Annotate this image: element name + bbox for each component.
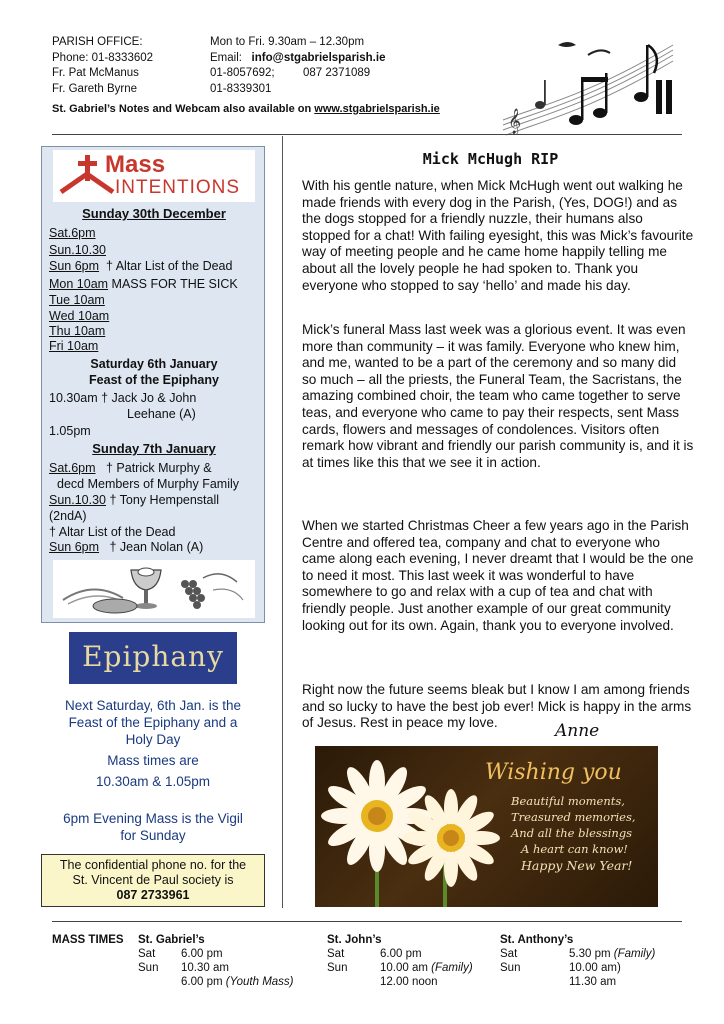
sun-1030-jan-intention: † Tony Hempenstall	[109, 493, 220, 507]
music-notes-illustration	[498, 25, 678, 137]
st-gabriels-sun-day: Sun	[138, 962, 159, 974]
sunday1-title: Sunday 30th December	[82, 206, 226, 221]
sun-1030-jan-line	[49, 493, 219, 507]
sun-6pm-jan-intention: † Jean Nolan (A)	[109, 540, 204, 554]
st-johns-sun-time2: 12.00 noon	[380, 976, 438, 988]
card-line-1: Beautiful moments,	[511, 794, 625, 808]
epiphany-line2: Feast of the Epiphany and a	[68, 715, 238, 730]
email-link[interactable]: info@stgabrielsparish.ie	[251, 51, 386, 64]
epiphany-line1: Next Saturday, 6th Jan. is the	[64, 698, 242, 713]
st-johns-sat-day: Sat	[327, 948, 345, 960]
footer-divider	[52, 921, 682, 922]
gareth-phone: 01-8339301	[210, 82, 272, 95]
st-johns-sun-time: 10.00 am	[380, 962, 428, 974]
card-line-3: And all the blessings	[511, 826, 633, 840]
epiphany-banner	[69, 632, 237, 684]
st-anthonys-sat-line	[569, 948, 655, 960]
sat-6pm-jan-intention-cont: decd Members of Murphy Family	[57, 477, 240, 491]
sun-1030: Sun.10.30	[49, 243, 106, 257]
saturday-6-january-heading: Saturday 6th January	[90, 357, 218, 371]
mon-10am-line	[49, 277, 238, 291]
st-gabriels-sat-day: Sat	[138, 948, 156, 960]
sun-6pm-jan-line	[49, 540, 203, 554]
st-gabriels-youth-time: 6.00 pm	[181, 976, 223, 988]
epiphany-line5: 10.30am & 1.05pm	[95, 774, 211, 789]
article-signature: Anne	[555, 721, 600, 741]
st-anthonys-sat-time: 5.30 pm	[569, 948, 611, 960]
epiphany-line7: for Sunday	[120, 828, 186, 843]
epiphany-notice	[41, 697, 265, 844]
st-johns-sun-note: (Family)	[431, 962, 473, 974]
sun-6pm-jan-day: Sun 6pm	[49, 540, 100, 554]
thu-10am: Thu 10am	[49, 324, 106, 338]
sun-6pm-intention: † Altar List of the Dead	[105, 259, 233, 273]
article-paragraph-4: Right now the future seems bleak but I know I am among friends and so lucky to have the best job ever! Mick is happy in the arms of Jesus. Rest in peace my love.	[302, 682, 692, 731]
card-line-5: Happy New Year!	[521, 858, 633, 873]
feast-of-epiphany-heading: Feast of the Epiphany	[89, 373, 219, 387]
article-title: Mick McHugh RIP	[422, 150, 559, 168]
webcam-text: St. Gabriel’s Notes and Webcam also available on	[52, 103, 312, 115]
epiphany-line3: Holy Day	[125, 732, 181, 747]
svdp-notice-box	[41, 854, 265, 907]
st-gabriels-sun-time: 10.30 am	[181, 962, 229, 974]
epiphany-banner-text: Epiphany	[82, 640, 224, 673]
sat-6pm: Sat.6pm	[49, 226, 96, 240]
sun-6pm-line	[49, 259, 232, 273]
st-gabriels-sat-time: 6.00 pm	[181, 948, 223, 960]
header-office-column	[52, 35, 207, 97]
pat-mobile: 087 2371089	[303, 67, 371, 79]
sunday2-title: Sunday 7th January	[92, 441, 216, 456]
new-year-greeting-card	[315, 746, 658, 907]
st-anthonys-sun-time2: 11.30 am	[569, 976, 617, 988]
sun-6pm-day: Sun 6pm	[49, 259, 100, 273]
st-gabriels-youth-note: (Youth Mass)	[225, 976, 294, 988]
office-hours: Mon to Fri. 9.30am – 12.30pm	[210, 36, 365, 48]
mass-intentions-logo	[53, 150, 255, 202]
pat-phones	[210, 66, 500, 82]
epiphany-line4: Mass times are	[107, 753, 199, 768]
pat-phone: 01-8057692;	[210, 67, 275, 79]
svdp-phone: 087 2733961	[116, 888, 190, 902]
mon-10am-intention: MASS FOR THE SICK	[111, 277, 238, 291]
epiphany-1030-intention-cont: Leehane (A)	[127, 407, 196, 421]
epiphany-line6: 6pm Evening Mass is the Vigil	[63, 811, 243, 826]
column-divider	[282, 136, 283, 908]
priest-pat-name: Fr. Pat McManus	[52, 67, 139, 79]
mass-times-label: MASS TIMES	[52, 934, 124, 946]
card-title: Wishing you	[485, 760, 622, 785]
st-anthonys-sat-day: Sat	[500, 948, 518, 960]
st-johns-sun-day: Sun	[327, 962, 348, 974]
card-line-4: A heart can know!	[521, 842, 628, 856]
article-paragraph-3: When we started Christmas Cheer a few years ago in the Parish Centre and offered tea, company and chat to everyone who came along each evening, I never dreamt that I would be the one to need it most. This last week it was wonderful to have somewhere to go and relax with a cup of tea and chat with friendly people. Just another example of our great community looking out for its own. Again, thank you to everyone involved.	[302, 518, 694, 633]
svg-text:𝄞: 𝄞	[508, 109, 522, 134]
st-johns-sat-time: 6.00 pm	[380, 948, 422, 960]
sat-6pm-jan-line	[49, 461, 212, 475]
svdp-line2: St. Vincent de Paul society is	[72, 873, 234, 887]
st-anthonys-name: St. Anthony’s	[500, 934, 574, 946]
wed-10am: Wed 10am	[49, 309, 110, 323]
header-contact-column	[210, 35, 500, 97]
sunday-30-december-heading	[42, 206, 266, 221]
office-phone: Phone: 01-8333602	[52, 51, 154, 64]
sun-1030-jan-day: Sun.10.30	[49, 493, 106, 507]
priest-gareth-name: Fr. Gareth Byrne	[52, 82, 138, 95]
st-anthonys-sun-day: Sun	[500, 962, 521, 974]
svdp-line1: The confidential phone no. for the	[59, 858, 247, 872]
st-anthonys-sat-note: (Family)	[613, 948, 656, 960]
parish-office-label: PARISH OFFICE:	[52, 36, 143, 48]
altar-list-line: † Altar List of the Dead	[49, 525, 176, 539]
website-link[interactable]: www.stgabrielsparish.ie	[314, 103, 440, 115]
article-paragraph-2: Mick’s funeral Mass last week was a glorious event. It was even more than community – it was family. Everyone who knew him, and me, wanted to be a part of the ceremony and so many did so much – all the priests, the Funeral Team, the Sacristans, the amazing combined choir, the team who came together to serve teas, and everyone who came to pay their respects, sent Mass cards, flowers and messages of condolences. Visitors often remark how vibrant and friendly our parish community is, and it is at times like this that we see it in action.	[302, 322, 694, 470]
st-anthonys-sun-time: 10.00 am)	[569, 962, 621, 974]
header-divider	[52, 134, 682, 135]
sunday-7-january-heading	[42, 441, 266, 456]
card-line-2: Treasured memories,	[511, 810, 636, 824]
email-label: Email:	[210, 51, 242, 64]
epiphany-1030-intention: 10.30am † Jack Jo & John	[49, 391, 197, 405]
logo-intentions-word: INTENTIONS	[115, 177, 241, 198]
sun-1030-jan-anniv: (2ndA)	[49, 509, 87, 523]
email-line	[210, 51, 500, 67]
chalice-bread-grapes-illustration	[53, 560, 255, 618]
article-paragraph-1: With his gentle nature, when Mick McHugh went out walking he made friends with every dog in the Parish, (Yes, DOG!) and as the dogs stopped for a friendly nuzzle, their humans also stopped for a chat! With failing eyesight, this was Mick’s favourite way of meeting people and he came home happily telling me about all the lovely people he had spoken to. Thank you everyone who stopped to say ‘hello’ and made his day.	[302, 178, 694, 293]
st-johns-name: St. John’s	[327, 934, 382, 946]
st-johns-sun-time-line	[380, 962, 473, 974]
fri-10am: Fri 10am	[49, 339, 99, 353]
mass-intentions-panel	[41, 146, 265, 623]
epiphany-105: 1.05pm	[49, 424, 91, 438]
logo-mass-word: Mass	[105, 151, 166, 178]
st-gabriels-name: St. Gabriel’s	[138, 934, 205, 946]
webcam-notice	[52, 103, 440, 115]
sat-6pm-jan-intention: † Patrick Murphy &	[105, 461, 212, 475]
sat-6pm-jan-day: Sat.6pm	[49, 461, 96, 475]
mon-10am-day: Mon 10am	[49, 277, 109, 291]
tue-10am: Tue 10am	[49, 293, 105, 307]
st-gabriels-sun-time2	[181, 976, 294, 988]
